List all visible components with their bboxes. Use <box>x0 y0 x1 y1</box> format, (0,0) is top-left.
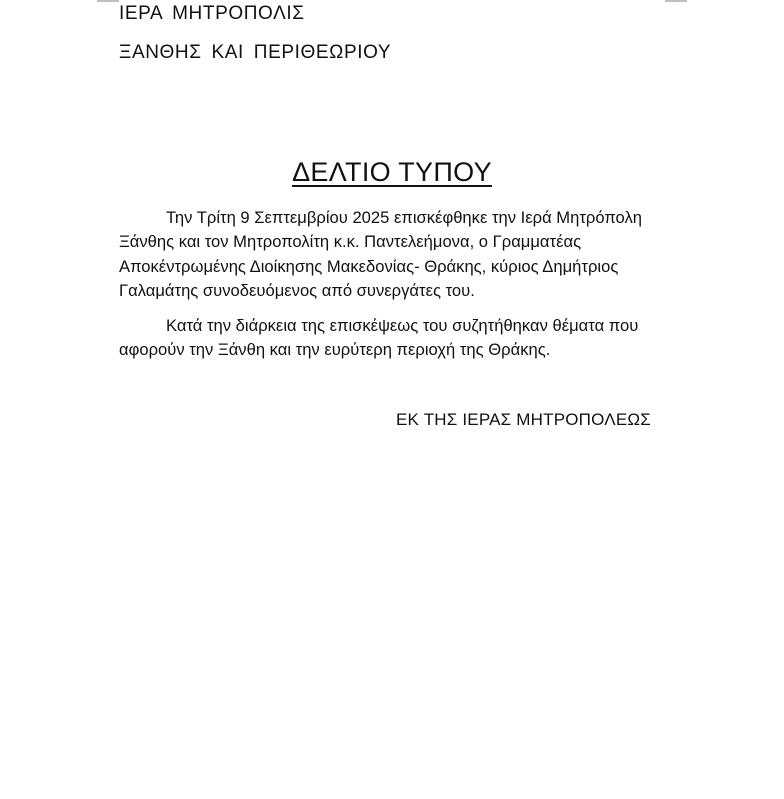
body-paragraph: Κατά την διάρκεια της επισκέψεως του συζητήθηκαν θέματα που αφορούν την Ξάνθη και την ευρύτερη περιοχή της Θράκης. <box>119 316 639 360</box>
document-title: ΔΕΛΤΙΟ ΤΥΠΟΥ <box>292 157 492 187</box>
document-signature: ΕΚ ΤΗΣ ΙΕΡΑΣ ΜΗΤΡΟΠΟΛΕΩΣ <box>396 410 651 429</box>
header-organization-line: ΙΕΡΑ ΜΗΤΡΟΠΟΛΙΣ <box>119 3 305 24</box>
body-paragraph: Την Τρίτη 9 Σεπτεμβρίου 2025 επισκέφθηκε την Ιερά Μητρόπολη Ξάνθης και τον Μητροπολίτη κ.κ. Παντελεήμονα, ο Γραμματέας Αποκέντρωμένης Διοίκησης Μακεδονίας- Θράκης, κύριος Δημήτριος Γαλαμάτης συνοδευόμενος από συνεργάτες του. <box>119 208 642 300</box>
page-edge-mark-right <box>665 0 687 2</box>
document-title-container <box>0 157 784 188</box>
page-edge-mark-left <box>97 0 119 2</box>
header-region-line: ΞΑΝΘΗΣ ΚΑΙ ΠΕΡΙΘΕΩΡΙΟΥ <box>119 42 392 63</box>
